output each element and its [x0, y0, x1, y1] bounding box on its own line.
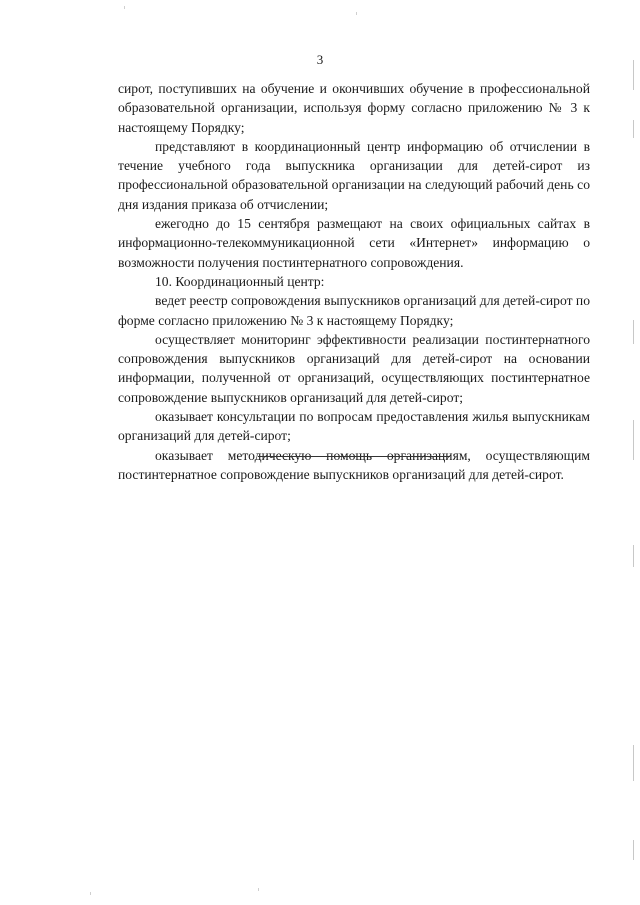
paragraph-methodical-help: оказывает методическую помощь организациям, осуществляющим постинтернатное сопровождение выпускников организаций для детей-сирот. — [118, 447, 590, 482]
scan-artifact — [633, 840, 634, 860]
paragraph-continuation: сирот, поступивших на обучение и окончивших обучение в профессиональной образовательной организации, используя форму согласно приложению № 3 к настоящему Порядку; — [118, 81, 590, 135]
scan-artifact — [356, 12, 357, 15]
paragraph-monitoring: осуществляет мониторинг эффективности реализации постинтернатного сопровождения выпускников организаций для детей-сирот на основании информации, полученной от организаций, осуществляющих постинтернатное сопровождение выпускников организаций для детей-сирот; — [118, 331, 590, 405]
paragraph-report-expulsion: представляют в координационный центр информацию об отчислении в течение учебного года выпускника организации для детей-сирот из профессиональной образовательной организации на следующий рабочий день со дня издания приказа об отчислении; — [118, 138, 590, 212]
scan-artifact — [633, 120, 634, 138]
scan-artifact — [633, 420, 634, 460]
scan-artifact — [633, 320, 634, 344]
scan-artifact — [124, 6, 125, 9]
scan-artifact — [90, 892, 91, 895]
document-body — [118, 79, 590, 484]
paragraph-maintain-register: ведет реестр сопровождения выпускников организаций для детей-сирот по форме согласно приложению № 3 к настоящему Порядку; — [118, 293, 590, 328]
scan-artifact — [633, 545, 634, 567]
section-heading-coordination-center: 10. Координационный центр: — [155, 273, 325, 289]
paragraph-consultations: оказывает консультации по вопросам предоставления жилья выпускникам организаций для детей-сирот; — [118, 409, 590, 444]
scan-artifact — [633, 745, 634, 781]
paragraph-publish-info: ежегодно до 15 сентября размещают на своих официальных сайтах в информационно-телекоммуникационной сети «Интернет» информацию о возможности получения постинтернатного сопровождения. — [118, 216, 590, 270]
scan-artifact — [633, 60, 634, 90]
scan-artifact — [258, 888, 259, 891]
closing-separator-line — [258, 456, 450, 457]
page-number: 3 — [316, 52, 324, 67]
